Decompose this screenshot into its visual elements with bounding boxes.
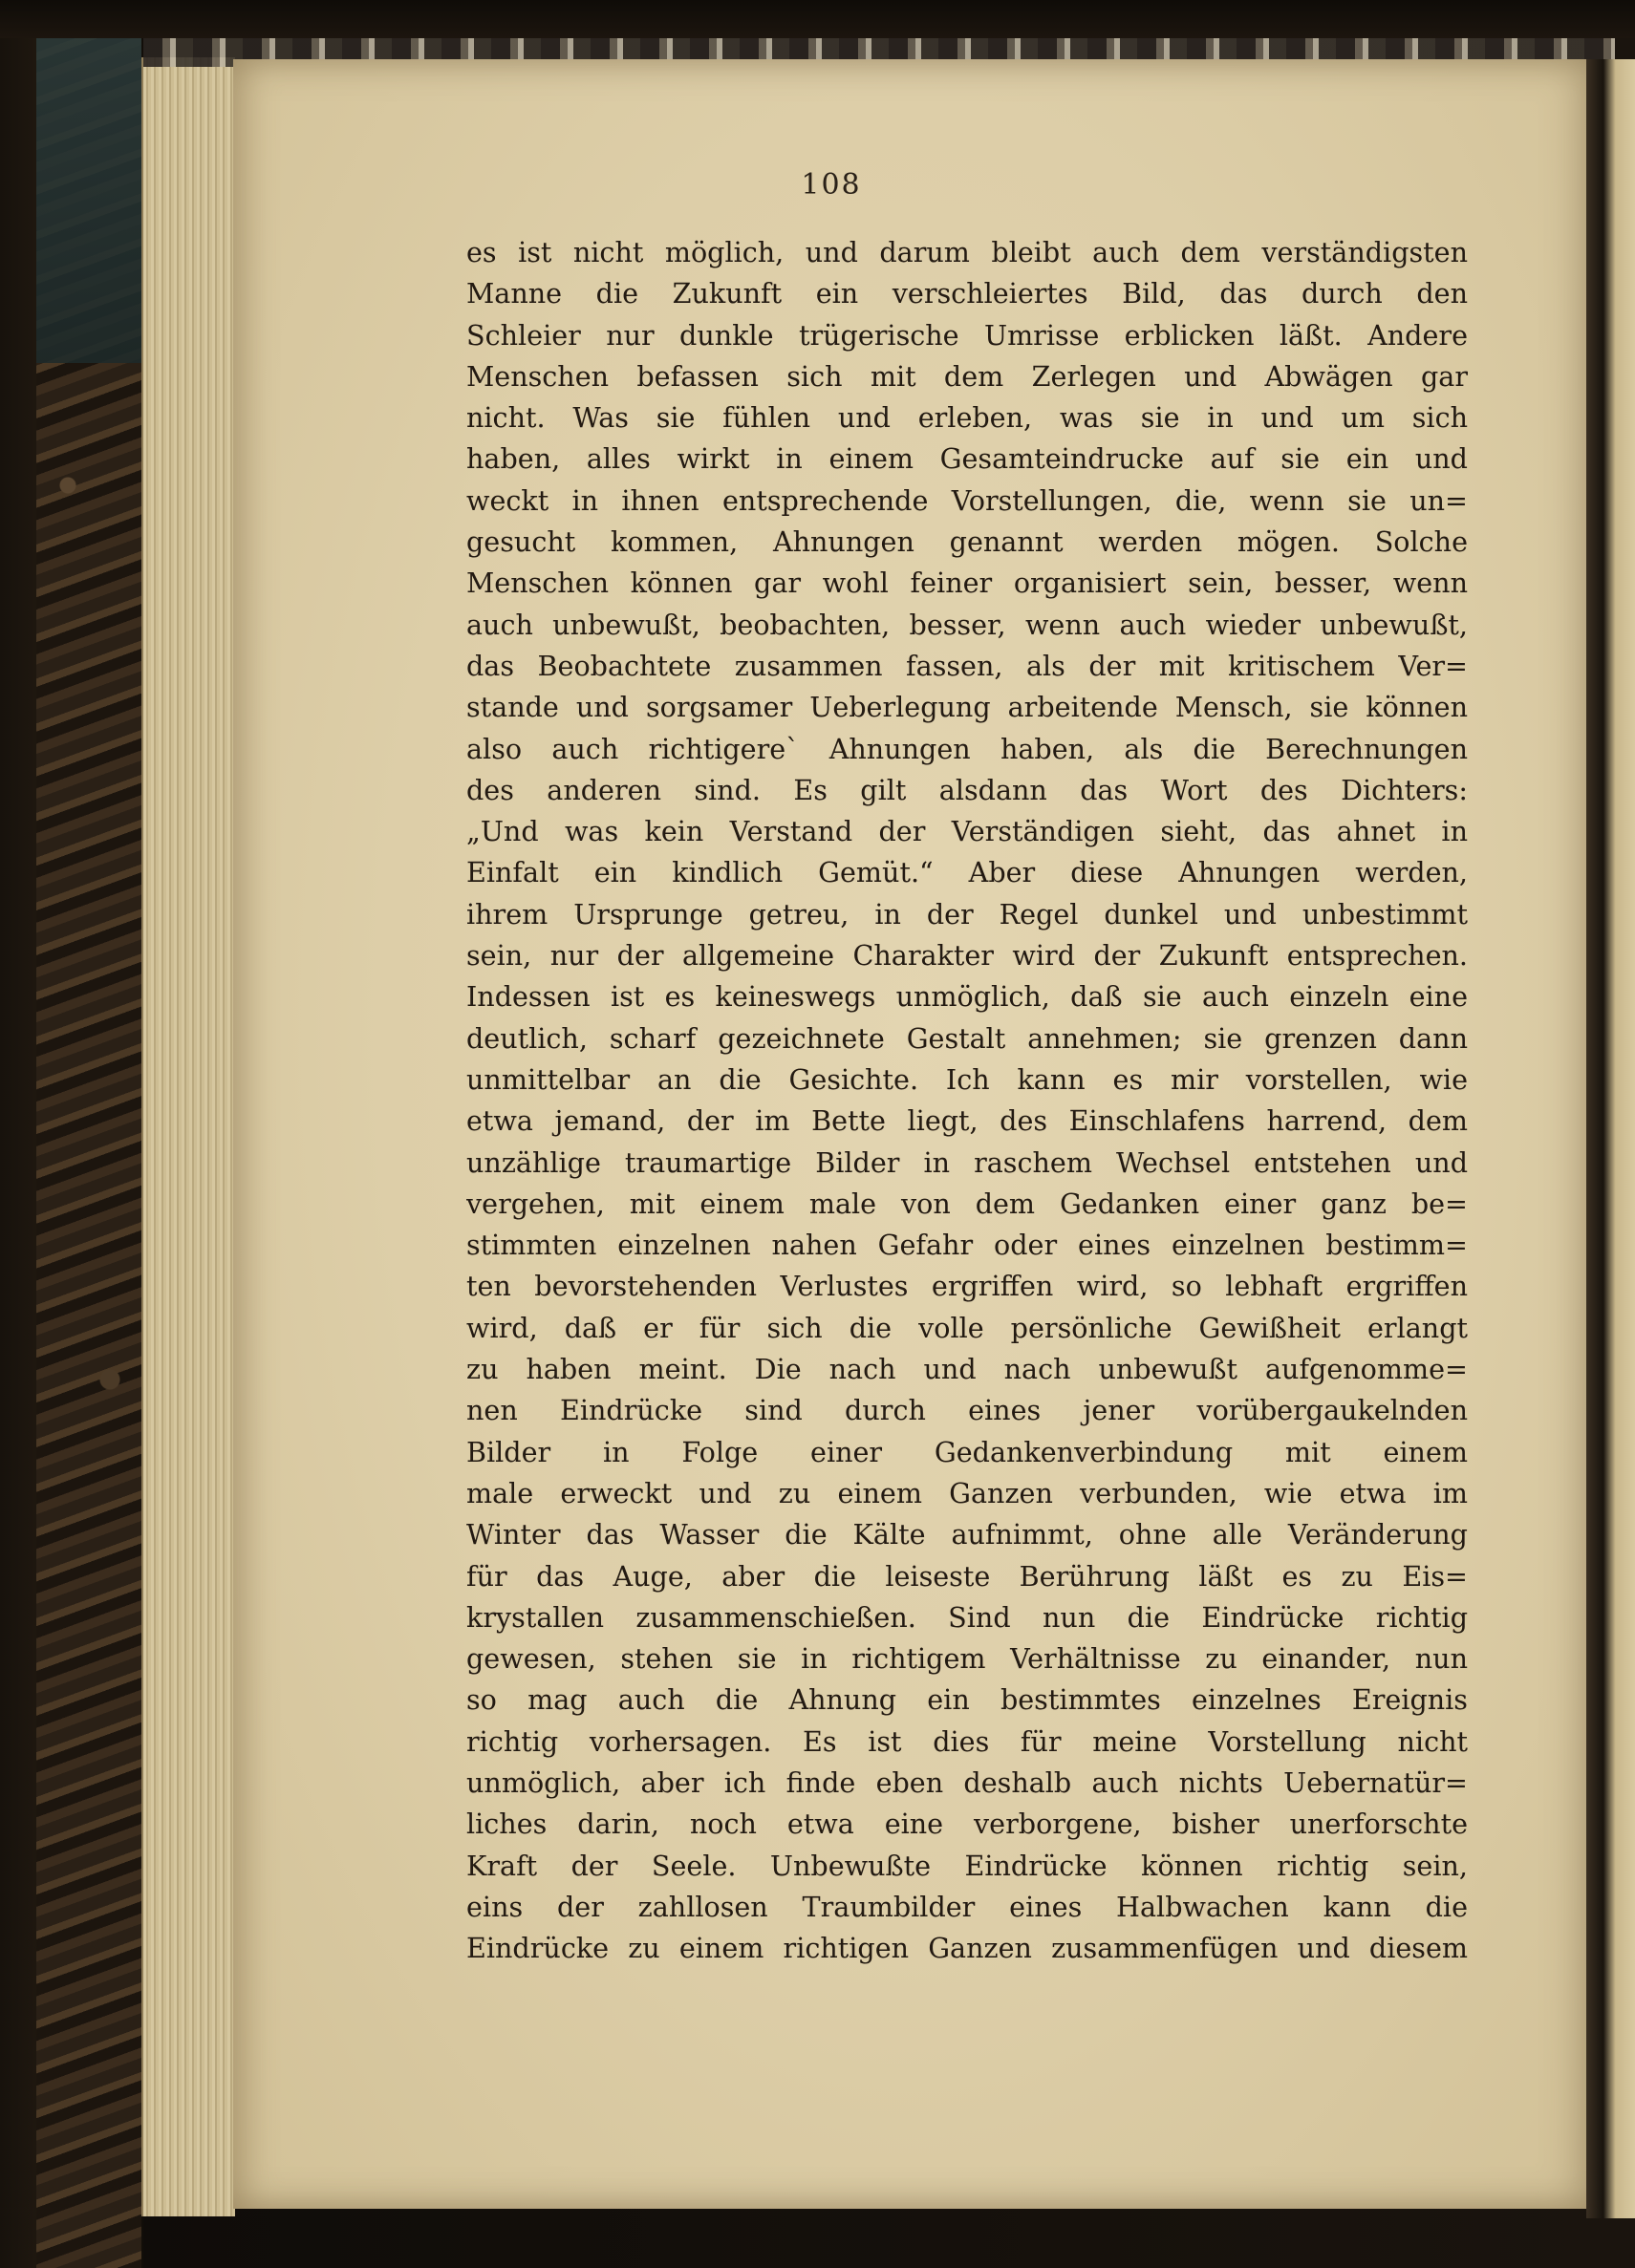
marbled-cover-edge [36, 38, 143, 2268]
text-line: unmöglich, aber ich finde eben deshalb auch nichts Uebernatür= [466, 1765, 1468, 1799]
text-line: stimmten einzelnen nahen Gefahr oder eines einzelnen bestimm= [466, 1229, 1468, 1262]
text-line: nen Eindrücke sind durch eines jener vorübergaukelnden [466, 1394, 1468, 1427]
text-line: vergehen, mit einem male von dem Gedanken einer ganz be= [466, 1187, 1468, 1220]
text-line: auch unbewußt, beobachten, besser, wenn auch wieder unbewußt, [466, 608, 1468, 641]
text-line: krystallen zusammenschießen. Sind nun die Eindrücke richtig [466, 1600, 1468, 1634]
text-line: wird, daß er für sich die volle persönliche Gewißheit erlangt [466, 1311, 1468, 1344]
text-line: etwa jemand, der im Bette liegt, des Einschlafens harrend, dem [466, 1104, 1468, 1138]
text-line: Winter das Wasser die Kälte aufnimmt, ohne alle Veränderung [466, 1518, 1468, 1551]
page-number: 108 [801, 168, 862, 202]
text-line: das Beobachtete zusammen fassen, als der mit kritischem Ver= [466, 649, 1468, 682]
text-line: unmittelbar an die Gesichte. Ich kann es mir vorstellen, wie [466, 1062, 1468, 1096]
text-line: zu haben meint. Die nach und nach unbewußt aufgenomme= [466, 1353, 1468, 1386]
text-line: unzählige traumartige Bilder in raschem Wechsel entstehen und [466, 1145, 1468, 1179]
scanner-backdrop [0, 0, 1635, 38]
text-line: sein, nur der allgemeine Charakter wird der Zukunft entsprechen. [466, 939, 1468, 973]
text-line: für das Auge, aber die leiseste Berührung läßt es zu Eis= [466, 1559, 1468, 1593]
text-line: Kraft der Seele. Unbewußte Eindrücke können richtig sein, [466, 1849, 1468, 1882]
text-line: liches darin, noch etwa eine verborgene, bisher unerforschte [466, 1808, 1468, 1841]
text-line: Menschen können gar wohl feiner organisiert sein, besser, wenn [466, 567, 1468, 600]
text-line: Indessen ist es keineswegs unmöglich, daß sie auch einzeln eine [466, 980, 1468, 1014]
text-line: Bilder in Folge einer Gedankenverbindung mit einem [466, 1435, 1468, 1468]
text-line: des anderen sind. Es gilt alsdann das Wort des Dichters: [466, 773, 1468, 806]
text-line: gesucht kommen, Ahnungen genannt werden mögen. Solche [466, 525, 1468, 559]
text-line: ihrem Ursprunge getreu, in der Regel dunkel und unbestimmt [466, 897, 1468, 931]
text-line: eins der zahllosen Traumbilder eines Halbwachen kann die [466, 1890, 1468, 1923]
cover-binding [36, 38, 141, 363]
text-line: Manne die Zukunft ein verschleiertes Bild, das durch den [466, 277, 1468, 310]
text-line: Einfalt ein kindlich Gemüt.“ Aber diese Ahnungen werden, [466, 856, 1468, 889]
page-fore-edge [141, 57, 235, 2216]
text-line: Schleier nur dunkle trügerische Umrisse erblicken läßt. Andere [466, 318, 1468, 352]
text-line: Menschen befassen sich mit dem Zerlegen und Abwägen gar [466, 359, 1468, 393]
text-line: ten bevorstehenden Verlustes ergriffen wird, so lebhaft ergriffen [466, 1270, 1468, 1303]
text-line: male erweckt und zu einem Ganzen verbunden, wie etwa im [466, 1476, 1468, 1509]
text-line: gewesen, stehen sie in richtigem Verhältnisse zu einander, nun [466, 1642, 1468, 1676]
text-line: weckt in ihnen entsprechende Vorstellungen, die, wenn sie un= [466, 483, 1468, 517]
text-line: „Und was kein Verstand der Verständigen sieht, das ahnet in [466, 815, 1468, 848]
text-line: richtig vorhersagen. Es ist dies für meine Vorstellung nicht [466, 1724, 1468, 1758]
text-line: es ist nicht möglich, und darum bleibt auch dem verständigsten [466, 236, 1468, 268]
text-line: also auch richtigere` Ahnungen haben, als die Berechnungen [466, 732, 1468, 765]
text-line: so mag auch die Ahnung ein bestimmtes einzelnes Ereignis [466, 1683, 1468, 1717]
text-line: deutlich, scharf gezeichnete Gestalt annehmen; sie grenzen dann [466, 1021, 1468, 1055]
body-text [466, 232, 1468, 1969]
text-line: nicht. Was sie fühlen und erleben, was sie in und um sich [466, 401, 1468, 435]
text-line: haben, alles wirkt in einem Gesamteindrucke auf sie ein und [466, 442, 1468, 476]
text-line: stande und sorgsamer Ueberlegung arbeitende Mensch, sie können [466, 691, 1468, 724]
text-line: Eindrücke zu einem richtigen Ganzen zusammenfügen und diesem [466, 1932, 1468, 1965]
page-gutter [1586, 59, 1635, 2218]
